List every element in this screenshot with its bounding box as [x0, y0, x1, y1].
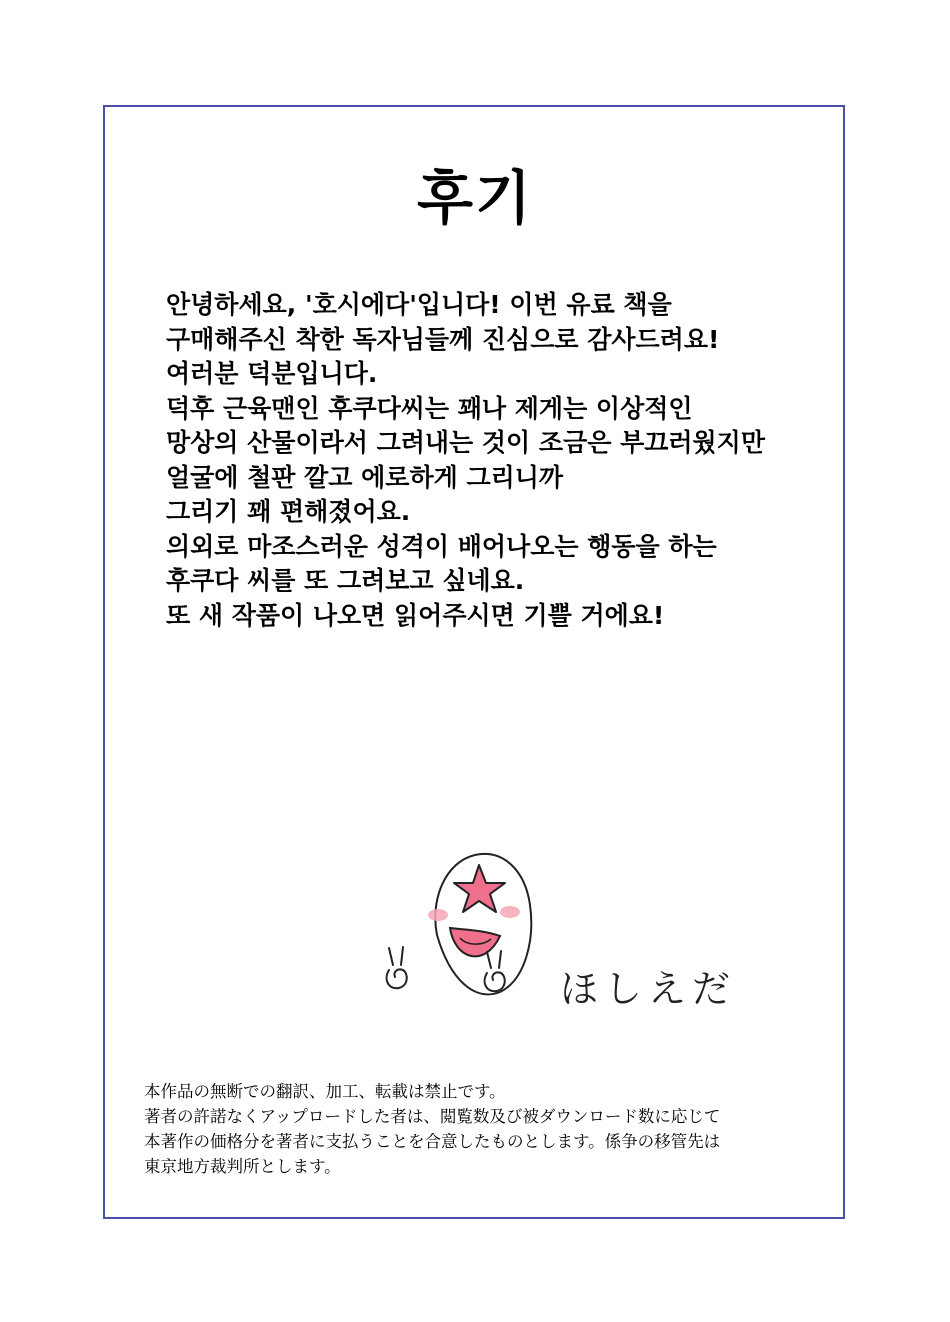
message-line: 구매해주신 착한 독자님들께 진심으로 감사드려요!: [166, 324, 720, 354]
notice-line: 東京地方裁判所とします。: [144, 1157, 341, 1176]
message-line: 안녕하세요, '호시에다'입니다! 이번 유료 책을: [166, 290, 672, 319]
mascot-drawing: [375, 840, 735, 1015]
left-peace-hand-icon: [387, 947, 407, 988]
star-eye-icon: [454, 865, 505, 912]
notice-line: 著者の許諾なくアップロードした者は、閲覧数及び被ダウンロード数に応じて: [144, 1107, 721, 1126]
message-line: 의외로 마조스러운 성격이 배어나오는 행동을 하는: [166, 531, 717, 561]
message-line: 또 새 작품이 나오면 읽어주시면 기쁠 거에요!: [166, 600, 665, 630]
afterword-message: [166, 288, 806, 633]
right-peace-hand-icon: [485, 951, 505, 991]
message-line: 덕후 근육맨인 후쿠다씨는 꽤나 제게는 이상적인: [166, 393, 693, 423]
copyright-notice: [144, 1079, 824, 1179]
message-line: 그리기 꽤 편해졌어요.: [166, 497, 411, 526]
notice-line: 本著作の価格分を著者に支払うことを合意したものとします。係争の移管先は: [144, 1132, 721, 1151]
page-title: 후기: [416, 164, 534, 232]
message-line: 망상의 산물이라서 그려내는 것이 조금은 부끄러웠지만: [166, 428, 765, 457]
open-mouth: [450, 928, 500, 956]
left-cheek: [428, 909, 448, 921]
message-line: 여러분 덕분입니다.: [166, 359, 378, 388]
message-line: 후쿠다 씨를 또 그려보고 싶네요.: [166, 566, 525, 595]
right-cheek: [500, 906, 520, 918]
message-line: 얼굴에 철판 깔고 에로하게 그리니까: [166, 462, 564, 492]
author-signature: ほしえだ: [560, 967, 735, 1011]
author-mascot-illustration: [375, 840, 735, 1015]
notice-line: 本作品の無断での翻訳、加工、転載は禁止です。: [144, 1082, 506, 1101]
page-frame: [103, 105, 845, 1219]
